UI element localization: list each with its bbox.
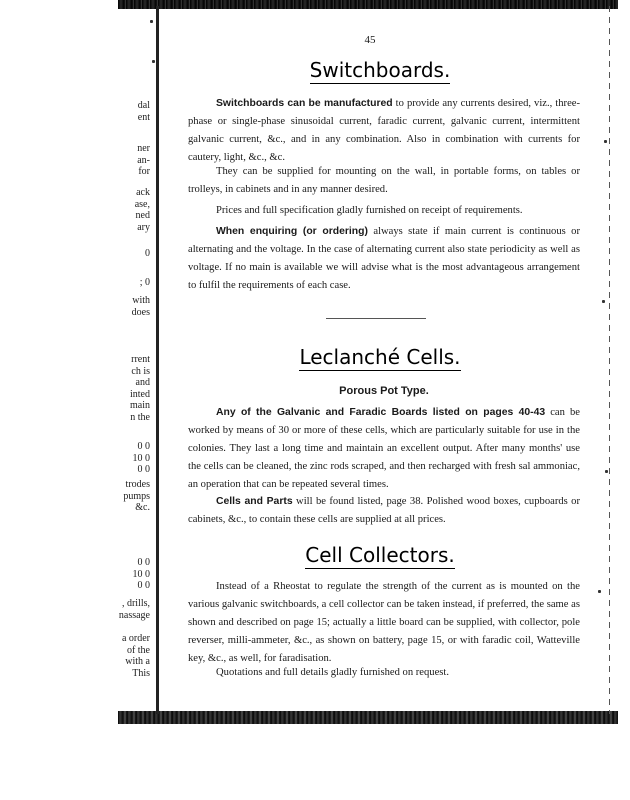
switchboards-body-text: to provide any currents desired, viz., three-phase or single-phase sinusoidal current, faradic current, galvanic current, intermittent galvanic current, &c., and in any combination. Also in combination with currents for cautery, light, &c., &c. bbox=[188, 98, 581, 163]
margin-fragment bbox=[104, 100, 150, 123]
leclanche-paragraph-1 bbox=[188, 404, 580, 494]
margin-fragment-line: ch is bbox=[131, 365, 150, 377]
margin-fragment-line: pumps bbox=[123, 490, 150, 502]
switchboards-heading bbox=[160, 58, 600, 84]
scan-speck bbox=[602, 300, 605, 303]
leclanche-paragraph-2 bbox=[188, 493, 580, 529]
margin-fragment-line: a order bbox=[121, 633, 150, 644]
scan-speck bbox=[605, 470, 608, 473]
margin-fragment-line: dal bbox=[137, 100, 150, 111]
margin-fragment-line: ent bbox=[137, 111, 150, 123]
page-left-edge bbox=[156, 6, 159, 714]
margin-fragment-line: does bbox=[131, 306, 150, 318]
margin-fragment bbox=[104, 441, 150, 476]
leclanche-title: Leclanché Cells. bbox=[299, 345, 461, 369]
margin-fragment-line: , drills, bbox=[121, 598, 150, 609]
margin-fragment bbox=[104, 479, 150, 514]
margin-fragment bbox=[104, 557, 150, 592]
leclanche-body-text: can be worked by means of 30 or more of these cells, which are particularly suitable for use in the colonies. They last a long time and maintain an excellent output. After many months' use the cells can be cleaned, the zinc rods scraped, and then recharged with fresh sal ammoniac, an operation that can be repeated several times. bbox=[188, 407, 580, 490]
leclanche-heading bbox=[160, 345, 600, 371]
page-right-edge bbox=[609, 6, 610, 714]
cells-parts-body-text: will be found listed, page 38. Polished wood boxes, cupboards or cabinets, &c., to contain these cells are supplied at all prices. bbox=[188, 496, 581, 525]
margin-fragment-line: 10 0 bbox=[132, 452, 150, 464]
switchboards-paragraph-2: They can be supplied for mounting on the wall, in portable forms, on tables or trolleys, in cabinets and in any manner desired. bbox=[188, 166, 580, 195]
margin-fragment-line: of the bbox=[126, 644, 150, 656]
scan-speck bbox=[152, 60, 155, 63]
collectors-heading bbox=[160, 543, 600, 569]
margin-fragment-line: with a bbox=[125, 656, 150, 667]
scan-speck bbox=[598, 590, 601, 593]
boards-lead-text: Any of the Galvanic and Faradic Boards listed on pages 40-43 bbox=[216, 407, 546, 418]
margin-fragment-line: with bbox=[132, 295, 150, 306]
margin-fragment-line: 0 0 bbox=[137, 580, 150, 591]
margin-fragment-line: 10 0 bbox=[132, 568, 150, 580]
margin-fragment-line: &c. bbox=[135, 502, 150, 513]
enquiring-lead-text: When enquiring (or ordering) bbox=[216, 226, 368, 237]
section-divider bbox=[326, 318, 426, 319]
margin-fragment-line: rrent bbox=[131, 354, 150, 365]
cells-parts-lead-text: Cells and Parts bbox=[216, 496, 293, 507]
margin-fragment-line: inted bbox=[130, 388, 150, 400]
margin-fragment-line: 0 0 bbox=[137, 441, 150, 452]
margin-fragment-line: This bbox=[132, 667, 150, 679]
collectors-paragraph-2: Quotations and full details gladly furnished on request. bbox=[216, 667, 450, 678]
margin-fragment-line: ack bbox=[136, 187, 150, 198]
switchboards-paragraph-4 bbox=[188, 223, 580, 295]
collectors-title: Cell Collectors. bbox=[305, 543, 455, 567]
margin-fragment-line: ner bbox=[137, 143, 150, 154]
margin-fragment-line: 0 bbox=[145, 248, 150, 259]
scan-bottom-edge bbox=[118, 711, 618, 724]
margin-fragment bbox=[104, 295, 150, 318]
margin-fragment bbox=[104, 598, 150, 621]
page-number: 45 bbox=[364, 34, 376, 46]
switchboards-title: Switchboards. bbox=[309, 58, 451, 82]
switchboards-paragraph-1 bbox=[188, 95, 580, 167]
collectors-paragraph-1: Instead of a Rheostat to regulate the strength of the current as is mounted on the various galvanic switchboards, a cell collector can be taken instead, if preferred, the same as shown and described on page 15; actually a little board can be supplied, with collector, pole reverser, milli-ammeter, &c., as shown on battery, page 15, or with faradic coil, Watteville key, &c., as well, for faradisation. bbox=[188, 581, 580, 664]
margin-fragment-line: ase, bbox=[134, 198, 150, 210]
margin-fragment bbox=[104, 354, 150, 423]
margin-fragment-line: ned bbox=[135, 210, 150, 221]
leclanche-subheading: Porous Pot Type. bbox=[339, 385, 429, 397]
margin-fragment-line: and bbox=[135, 377, 150, 388]
margin-fragment-line: ; 0 bbox=[139, 277, 150, 288]
margin-fragment-line: for bbox=[138, 166, 150, 177]
switchboards-lead-text: Switchboards can be manufactured bbox=[216, 98, 393, 109]
margin-fragment-line: trodes bbox=[125, 479, 150, 490]
margin-fragment bbox=[104, 633, 150, 679]
margin-fragment-line: ary bbox=[137, 221, 150, 233]
scan-speck bbox=[150, 20, 153, 23]
margin-fragment-line: main bbox=[130, 400, 150, 411]
scan-speck bbox=[604, 140, 607, 143]
margin-fragment bbox=[104, 248, 150, 260]
switchboards-paragraph-3: Prices and full specification gladly furnished on receipt of requirements. bbox=[216, 205, 523, 216]
margin-fragment bbox=[104, 187, 150, 233]
scan-top-edge bbox=[118, 0, 618, 9]
margin-fragment-line: an- bbox=[137, 154, 150, 166]
enquiring-body-text: always state if main current is continuous or alternating and the voltage. In the case of alternating current also state periodicity as well as voltage. If no main is available we will advise what is the most advantageous arrangement to fulfil the requirements of each case. bbox=[188, 226, 580, 291]
margin-fragment bbox=[104, 143, 150, 178]
margin-fragment bbox=[104, 277, 150, 289]
margin-fragment-line: n the bbox=[130, 411, 150, 423]
margin-fragment-line: 0 0 bbox=[137, 464, 150, 475]
margin-fragment-line: 0 0 bbox=[137, 557, 150, 568]
margin-fragment-line: nassage bbox=[118, 609, 150, 621]
